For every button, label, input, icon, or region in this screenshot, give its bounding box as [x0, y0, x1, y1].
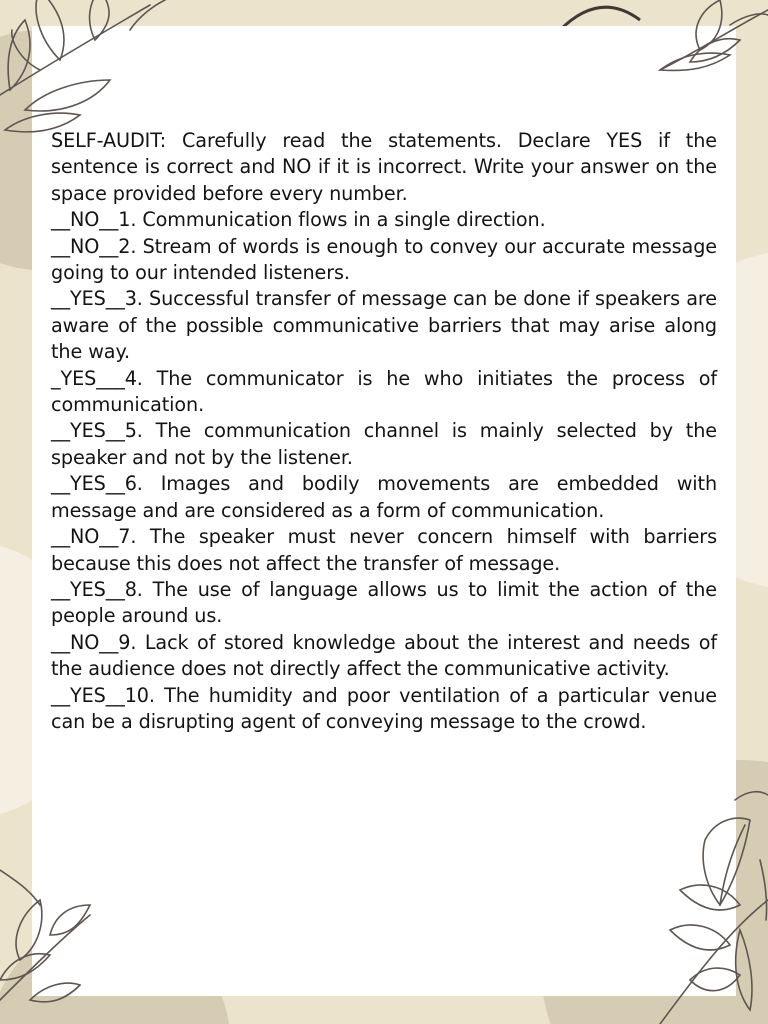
statement-item: __YES__6. Images and bodily movements are embedded with message and are considered as a form of communication. [51, 472, 717, 522]
statement-item: __NO__1. Communication flows in a single direction. [51, 208, 546, 232]
statement-item: _YES___4. The communicator is he who initiates the process of communication. [51, 366, 717, 417]
statement-item: __YES__8. The use of language allows us to limit the action of the people around us. [51, 577, 717, 628]
statement-item: __YES__10. The humidity and poor ventilation of a particular venue can be a disrupting agent of conveying message to the crowd. [51, 683, 717, 733]
statement-item: __NO__9. Lack of stored knowledge about the interest and needs of the audience does not directly affect the communicative activity. [51, 630, 717, 681]
self-audit-text [51, 128, 717, 735]
statement-item: __NO__2. Stream of words is enough to convey our accurate message going to our intended listeners. [51, 234, 717, 285]
statement-item: __NO__7. The speaker must never concern himself with barriers because this does not affect the transfer of message. [51, 525, 717, 575]
statement-item: __YES__3. Successful transfer of message can be done if speakers are aware of the possible communicative barriers that may arise along the way. [51, 287, 717, 364]
statement-item: __YES__5. The communication channel is mainly selected by the speaker and not by the listener. [51, 419, 717, 469]
instructions: SELF-AUDIT: Carefully read the statements. Declare YES if the sentence is correct and NO if it is incorrect. Write your answer on the space provided before every number. [51, 129, 717, 205]
